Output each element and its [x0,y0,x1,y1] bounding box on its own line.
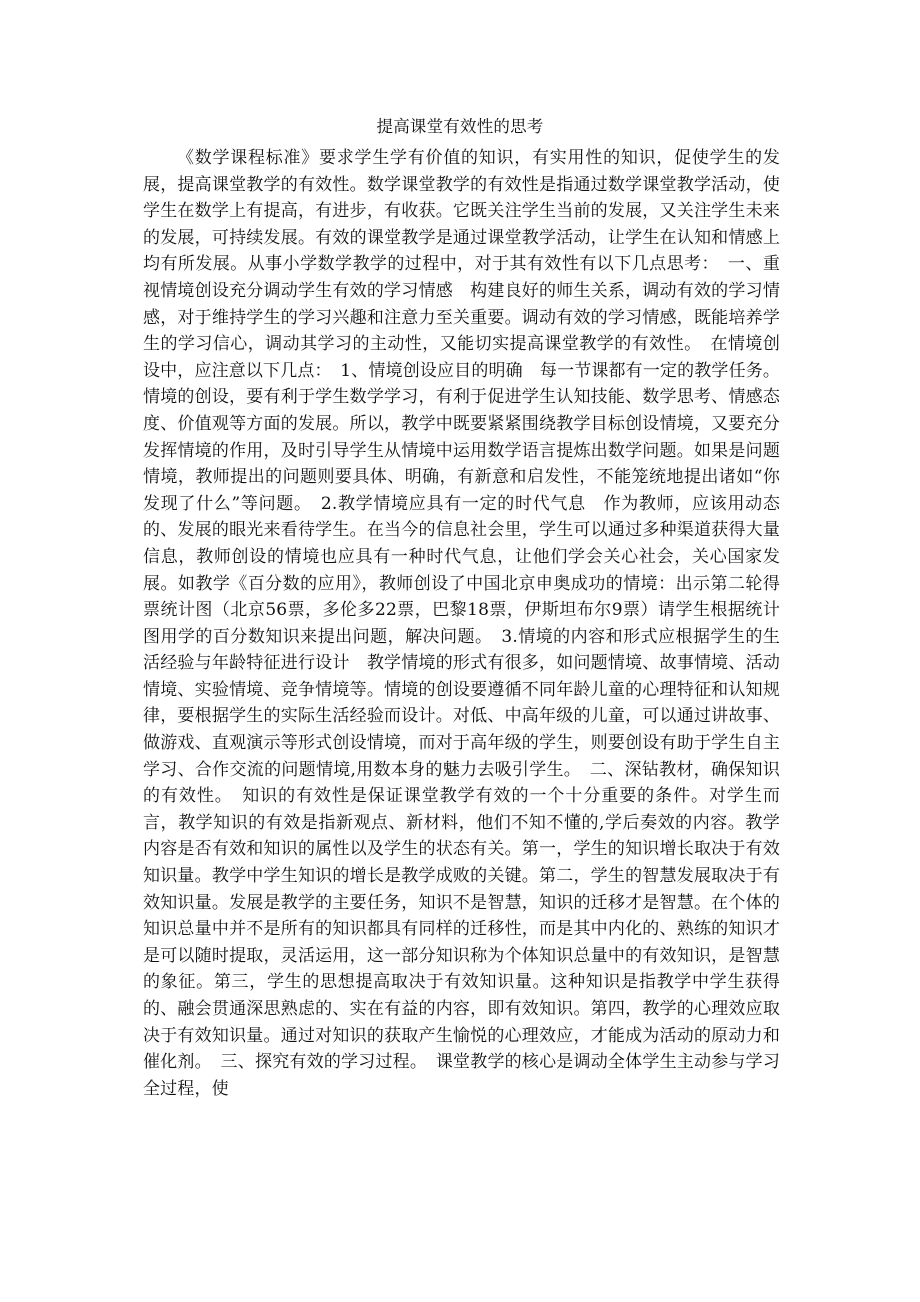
document-body: 《数学课程标准》要求学生学有价值的知识，有实用性的知识，促使学生的发展，提高课堂教学的有效性。数学课堂教学的有效性是指通过数学课堂教学活动，使学生在数学上有提高，有进步，有收获。它既关注学生当前的发展，又关注学生未来的发展，可持续发展。有效的课堂教学是通过课堂教学活动，让学生在认知和情感上均有所发展。从事小学数学教学的过程中，对于其有效性有以下几点思考： 一、重视情境创设充分调动学生有效的学习情感 构建良好的师生关系，调动有效的学习情感，对于维持学生的学习兴趣和注意力至关重要。调动有效的学习情感，既能培养学生的学习信心，调动其学习的主动性，又能切实提高课堂教学的有效性。 在情境创设中，应注意以下几点： 1、情境创设应目的明确 每一节课都有一定的教学任务。情境的创设，要有利于学生数学学习，有利于促进学生认知技能、数学思考、情感态度、价值观等方面的发展。所以，教学中既要紧紧围绕教学目标创设情境，又要充分发挥情境的作用，及时引导学生从情境中运用数学语言提炼出数学问题。如果是问题情境，教师提出的问题则要具体、明确，有新意和启发性，不能笼统地提出诸如“你发现了什么”等问题。 2.教学情境应具有一定的时代气息 作为教师，应该用动态的、发展的眼光来看待学生。在当今的信息社会里，学生可以通过多种渠道获得大量信息，教师创设的情境也应具有一种时代气息，让他们学会关心社会，关心国家发展。如教学《百分数的应用》，教师创设了中国北京申奥成功的情境：出示第二轮得票统计图（北京56票，多伦多22票，巴黎18票，伊斯坦布尔9票）请学生根据统计图用学的百分数知识来提出问题，解决问题。 3.情境的内容和形式应根据学生的生活经验与年龄特征进行设计 教学情境的形式有很多，如问题情境、故事情境、活动情境、实验情境、竞争情境等。情境的创设要遵循不同年龄儿童的心理特征和认知规律，要根据学生的实际生活经验而设计。对低、中高年级的儿童，可以通过讲故事、做游戏、直观演示等形式创设情境，而对于高年级的学生，则要创设有助于学生自主学习、合作交流的问题情境,用数本身的魅力去吸引学生。 二、深钻教材，确保知识的有效性。 知识的有效性是保证课堂教学有效的一个十分重要的条件。对学生而言，教学知识的有效是指新观点、新材料，他们不知不懂的,学后奏效的内容。教学内容是否有效和知识的属性以及学生的状态有关。第一，学生的知识增长取决于有效知识量。教学中学生知识的增长是教学成败的关键。第二，学生的智慧发展取决于有效知识量。发展是教学的主要任务，知识不是智慧，知识的迁移才是智慧。在个体的知识总量中并不是所有的知识都具有同样的迁移性，而是其中内化的、熟练的知识才是可以随时提取，灵活运用，这一部分知识称为个体知识总量中的有效知识，是智慧的象征。第三，学生的思想提高取决于有效知识量。这种知识是指教学中学生获得的、融会贯通深思熟虑的、实在有益的内容，即有效知识。第四，教学的心理效应取决于有效知识量。通过对知识的获取产生愉悦的心理效应，才能成为活动的原动力和催化剂。 三、探究有效的学习过程。 课堂教学的核心是调动全体学生主动参与学习全过程，使 [143,148,781,1099]
document-title: 提高课堂有效性的思考 [376,117,544,136]
